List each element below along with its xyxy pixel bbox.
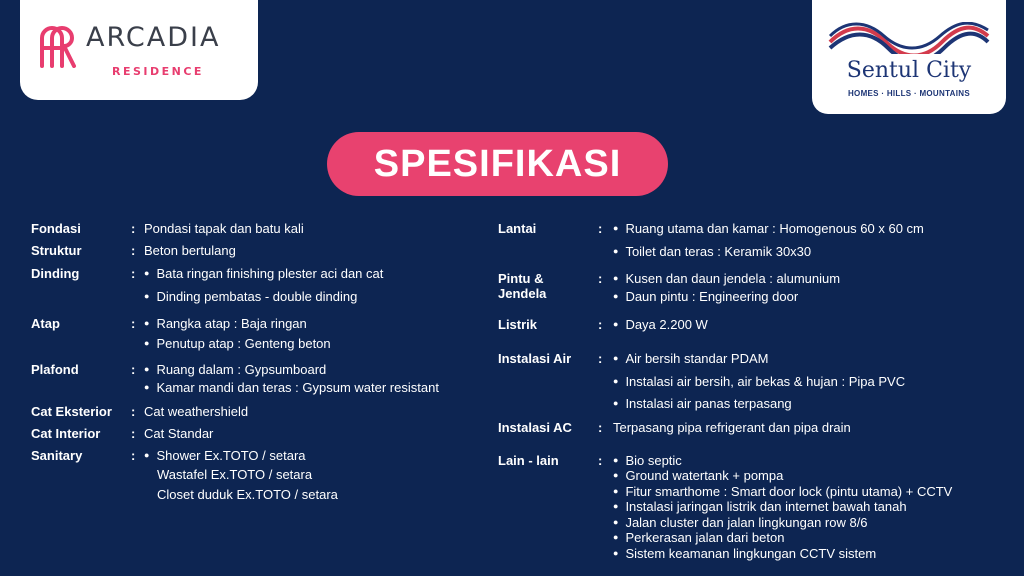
sentul-waves-icon bbox=[828, 22, 990, 54]
spec-value: ● Shower Ex.TOTO / setara bbox=[144, 448, 306, 465]
spec-label: Pintu & Jendela bbox=[498, 271, 547, 301]
spec-value: ● Penutup atap : Genteng beton bbox=[144, 336, 331, 353]
spec-value: ● Toilet dan teras : Keramik 30x30 bbox=[613, 244, 811, 261]
spec-label: Instalasi AC bbox=[498, 420, 572, 435]
spec-label: Dinding bbox=[31, 266, 80, 281]
spec-label: Atap bbox=[31, 316, 60, 331]
spec-value: Pondasi tapak dan batu kali bbox=[144, 221, 304, 236]
sentul-brand-name: Sentul City bbox=[846, 58, 972, 83]
spec-label: Struktur bbox=[31, 243, 82, 258]
spec-value: ● Kamar mandi dan teras : Gypsum water resistant bbox=[144, 380, 439, 397]
spec-value: Beton bertulang bbox=[144, 243, 236, 258]
spec-value: ● Ruang utama dan kamar : Homogenous 60 x 60 cm bbox=[613, 221, 924, 238]
spec-value: ● Instalasi air bersih, air bekas & hujan : Pipa PVC bbox=[613, 374, 905, 391]
spec-label: Lantai bbox=[498, 221, 537, 236]
spec-label: Instalasi Air bbox=[498, 351, 572, 366]
spec-value: ● Daya 2.200 W bbox=[613, 317, 708, 334]
spec-value: ● Jalan cluster dan jalan lingkungan row 8/6 bbox=[613, 515, 868, 532]
arcadia-logo bbox=[20, 0, 258, 100]
spec-value: ● Kusen dan daun jendela : alumunium bbox=[613, 271, 840, 288]
spec-value: ● Air bersih standar PDAM bbox=[613, 351, 769, 368]
sentul-tagline: HOMES · HILLS · MOUNTAINS bbox=[847, 89, 970, 98]
spec-value: Wastafel Ex.TOTO / setara bbox=[157, 467, 313, 482]
spec-value: ● Bio septic bbox=[613, 453, 682, 470]
spec-value: ● Rangka atap : Baja ringan bbox=[144, 316, 307, 333]
spec-label: Fondasi bbox=[31, 221, 81, 236]
spec-value: Closet duduk Ex.TOTO / setara bbox=[157, 487, 338, 502]
spec-value: ● Ground watertank + pompa bbox=[613, 468, 783, 485]
page-title: SPESIFIKASI bbox=[327, 132, 668, 196]
spec-value: Cat Standar bbox=[144, 426, 214, 441]
arcadia-monogram-icon bbox=[38, 24, 78, 68]
spec-value: Cat weathershield bbox=[144, 404, 249, 419]
spec-label: Sanitary bbox=[31, 448, 83, 463]
arcadia-brand-name: ARCADIA bbox=[86, 22, 221, 53]
spec-label: Cat Eksterior bbox=[31, 404, 112, 419]
spec-label: Lain - lain bbox=[498, 453, 559, 468]
spec-value: ● Bata ringan finishing plester aci dan cat bbox=[144, 266, 383, 283]
spec-value: ● Instalasi air panas terpasang bbox=[613, 396, 792, 413]
spec-value: ● Ruang dalam : Gypsumboard bbox=[144, 362, 326, 379]
spec-label: Listrik bbox=[498, 317, 538, 332]
spec-value: ● Perkerasan jalan dari beton bbox=[613, 530, 784, 547]
spec-label: Cat Interior bbox=[31, 426, 101, 441]
spec-value: ● Instalasi jaringan listrik dan internet bawah tanah bbox=[613, 499, 907, 516]
spec-value: Terpasang pipa refrigerant dan pipa drain bbox=[613, 420, 851, 435]
sentul-city-logo bbox=[812, 0, 1006, 114]
spec-value: ● Sistem keamanan lingkungan CCTV sistem bbox=[613, 546, 876, 563]
spec-value: ● Dinding pembatas - double dinding bbox=[144, 289, 357, 306]
spec-value: ● Fitur smarthome : Smart door lock (pintu utama) + CCTV bbox=[613, 484, 952, 501]
spec-label: Plafond bbox=[31, 362, 79, 377]
arcadia-brand-subtitle: RESIDENCE bbox=[112, 65, 204, 78]
spec-value: ● Daun pintu : Engineering door bbox=[613, 289, 798, 306]
